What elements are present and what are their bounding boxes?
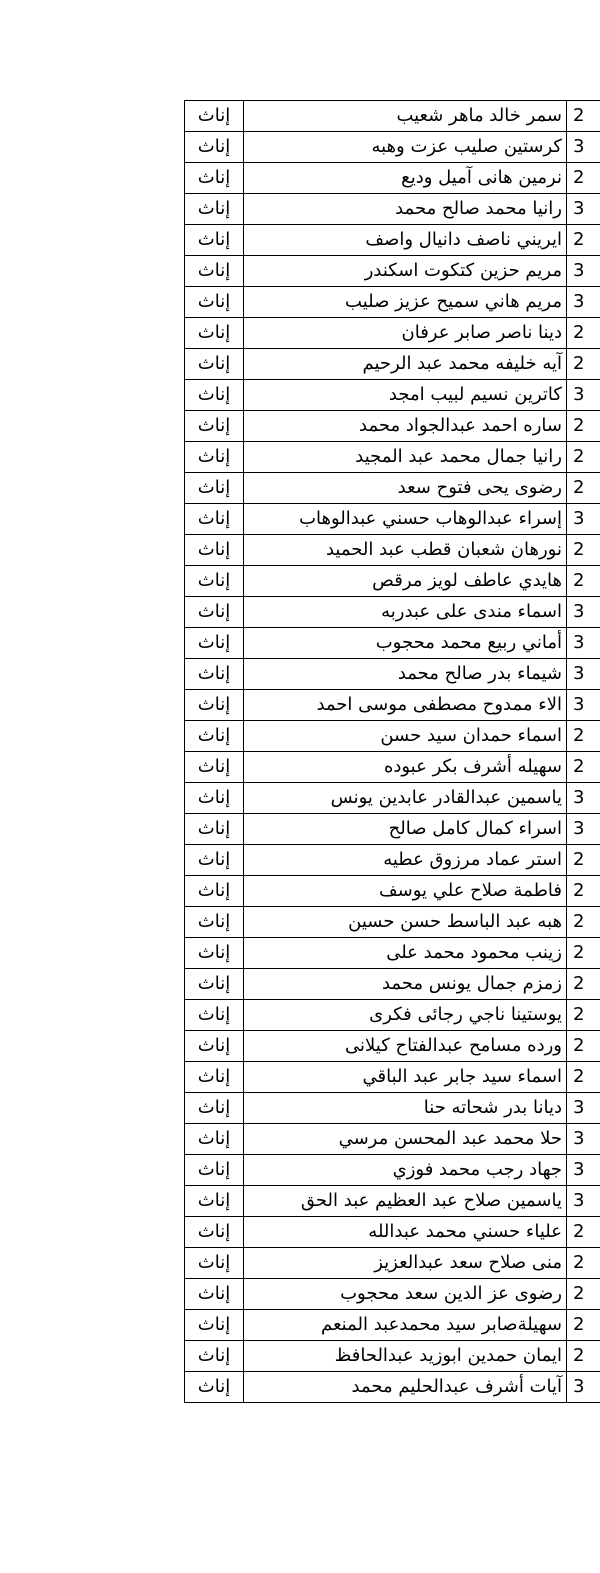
gender-cell: إناث <box>185 1155 244 1186</box>
name-cell: سهيله أشرف بكر عبوده <box>244 752 567 783</box>
name-cell: زمزم جمال يونس محمد <box>244 969 567 1000</box>
table-row <box>185 690 600 721</box>
name-cell: رانيا جمال محمد عبد المجيد <box>244 442 567 473</box>
table-row <box>185 969 600 1000</box>
number-cell: 3 <box>567 132 600 163</box>
number-cell: 3 <box>567 597 600 628</box>
name-cell: أماني ربيع محمد محجوب <box>244 628 567 659</box>
name-cell: آيه خليفه محمد عبد الرحيم <box>244 349 567 380</box>
number-cell: 3 <box>567 1372 600 1403</box>
name-cell: اسراء كمال كامل صالح <box>244 814 567 845</box>
number-cell: 3 <box>567 814 600 845</box>
students-table-body <box>185 101 600 1403</box>
table-row <box>185 566 600 597</box>
name-cell: مريم هاني سميح عزيز صليب <box>244 287 567 318</box>
table-row <box>185 1341 600 1372</box>
gender-cell: إناث <box>185 1310 244 1341</box>
name-cell: علياء حسني محمد عبدالله <box>244 1217 567 1248</box>
number-cell: 2 <box>567 1000 600 1031</box>
name-cell: ياسمين عبدالقادر عابدين يونس <box>244 783 567 814</box>
gender-cell: إناث <box>185 349 244 380</box>
gender-cell: إناث <box>185 1031 244 1062</box>
gender-cell: إناث <box>185 690 244 721</box>
name-cell: آيات أشرف عبدالحليم محمد <box>244 1372 567 1403</box>
name-cell: ورده مسامح عبدالفتاح كيلانى <box>244 1031 567 1062</box>
gender-cell: إناث <box>185 1341 244 1372</box>
number-cell: 3 <box>567 194 600 225</box>
gender-cell: إناث <box>185 783 244 814</box>
name-cell: ايمان حمدين ابوزيد عبدالحافظ <box>244 1341 567 1372</box>
name-cell: اسماء مندى على عبدربه <box>244 597 567 628</box>
number-cell: 2 <box>567 473 600 504</box>
name-cell: اسماء حمدان سيد حسن <box>244 721 567 752</box>
number-cell: 2 <box>567 1062 600 1093</box>
name-cell: شيماء بدر صالح محمد <box>244 659 567 690</box>
table-row <box>185 349 600 380</box>
gender-cell: إناث <box>185 442 244 473</box>
gender-cell: إناث <box>185 318 244 349</box>
gender-cell: إناث <box>185 907 244 938</box>
table-row <box>185 411 600 442</box>
gender-cell: إناث <box>185 287 244 318</box>
table-row <box>185 1155 600 1186</box>
gender-cell: إناث <box>185 132 244 163</box>
table-row <box>185 1248 600 1279</box>
number-cell: 2 <box>567 907 600 938</box>
gender-cell: إناث <box>185 256 244 287</box>
gender-cell: إناث <box>185 535 244 566</box>
gender-cell: إناث <box>185 969 244 1000</box>
gender-cell: إناث <box>185 628 244 659</box>
name-cell: رضوى عز الدين سعد محجوب <box>244 1279 567 1310</box>
table-row <box>185 1186 600 1217</box>
table-row <box>185 535 600 566</box>
number-cell: 3 <box>567 1124 600 1155</box>
table-row <box>185 876 600 907</box>
table-row <box>185 504 600 535</box>
table-row <box>185 1062 600 1093</box>
table-row <box>185 1279 600 1310</box>
number-cell: 3 <box>567 1093 600 1124</box>
name-cell: ايريني ناصف دانيال واصف <box>244 225 567 256</box>
number-cell: 2 <box>567 1248 600 1279</box>
gender-cell: إناث <box>185 1000 244 1031</box>
name-cell: كاترين نسيم لبيب امجد <box>244 380 567 411</box>
number-cell: 3 <box>567 287 600 318</box>
gender-cell: إناث <box>185 225 244 256</box>
number-cell: 3 <box>567 1186 600 1217</box>
number-cell: 3 <box>567 1155 600 1186</box>
table-row <box>185 132 600 163</box>
gender-cell: إناث <box>185 1248 244 1279</box>
number-cell: 2 <box>567 411 600 442</box>
table-row <box>185 225 600 256</box>
number-cell: 3 <box>567 783 600 814</box>
gender-cell: إناث <box>185 1279 244 1310</box>
number-cell: 2 <box>567 876 600 907</box>
name-cell: الاء ممدوح مصطفى موسى احمد <box>244 690 567 721</box>
number-cell: 3 <box>567 659 600 690</box>
number-cell: 2 <box>567 163 600 194</box>
number-cell: 2 <box>567 442 600 473</box>
number-cell: 3 <box>567 380 600 411</box>
name-cell: رانيا محمد صالح محمد <box>244 194 567 225</box>
gender-cell: إناث <box>185 752 244 783</box>
number-cell: 2 <box>567 721 600 752</box>
table-row <box>185 380 600 411</box>
table-row <box>185 1093 600 1124</box>
table-row <box>185 1000 600 1031</box>
number-cell: 2 <box>567 225 600 256</box>
table-row <box>185 101 600 132</box>
table-row <box>185 1124 600 1155</box>
gender-cell: إناث <box>185 411 244 442</box>
number-cell: 2 <box>567 535 600 566</box>
number-cell: 2 <box>567 969 600 1000</box>
name-cell: دينا ناصر صابر عرفان <box>244 318 567 349</box>
name-cell: رضوى يحى فتوح سعد <box>244 473 567 504</box>
name-cell: سهيلةصابر سيد محمدعبد المنعم <box>244 1310 567 1341</box>
table-row <box>185 1310 600 1341</box>
number-cell: 2 <box>567 845 600 876</box>
number-cell: 2 <box>567 1341 600 1372</box>
table-row <box>185 845 600 876</box>
table-row <box>185 659 600 690</box>
name-cell: اسماء سيد جابر عبد الباقي <box>244 1062 567 1093</box>
table-row <box>185 628 600 659</box>
name-cell: إسراء عبدالوهاب حسني عبدالوهاب <box>244 504 567 535</box>
number-cell: 3 <box>567 256 600 287</box>
name-cell: ديانا بدر شحاته حنا <box>244 1093 567 1124</box>
name-cell: ساره احمد عبدالجواد محمد <box>244 411 567 442</box>
number-cell: 3 <box>567 690 600 721</box>
name-cell: مريم حزين كتكوت اسكندر <box>244 256 567 287</box>
number-cell: 2 <box>567 566 600 597</box>
name-cell: هايدي عاطف لويز مرقص <box>244 566 567 597</box>
gender-cell: إناث <box>185 473 244 504</box>
gender-cell: إناث <box>185 845 244 876</box>
students-table <box>184 100 600 1403</box>
table-row <box>185 194 600 225</box>
table-row <box>185 783 600 814</box>
table-row <box>185 442 600 473</box>
gender-cell: إناث <box>185 163 244 194</box>
table-row <box>185 1031 600 1062</box>
name-cell: هبه عبد الباسط حسن حسين <box>244 907 567 938</box>
gender-cell: إناث <box>185 721 244 752</box>
number-cell: 3 <box>567 504 600 535</box>
name-cell: حلا محمد عبد المحسن مرسي <box>244 1124 567 1155</box>
gender-cell: إناث <box>185 504 244 535</box>
table-row <box>185 1217 600 1248</box>
gender-cell: إناث <box>185 194 244 225</box>
name-cell: زينب محمود محمد على <box>244 938 567 969</box>
gender-cell: إناث <box>185 876 244 907</box>
gender-cell: إناث <box>185 1093 244 1124</box>
table-row <box>185 473 600 504</box>
name-cell: جهاد رجب محمد فوزي <box>244 1155 567 1186</box>
name-cell: نورهان شعبان قطب عبد الحميد <box>244 535 567 566</box>
gender-cell: إناث <box>185 814 244 845</box>
table-row <box>185 597 600 628</box>
table-row <box>185 752 600 783</box>
name-cell: فاطمة صلاح علي يوسف <box>244 876 567 907</box>
gender-cell: إناث <box>185 659 244 690</box>
name-cell: كرستين صليب عزت وهبه <box>244 132 567 163</box>
gender-cell: إناث <box>185 1372 244 1403</box>
number-cell: 2 <box>567 349 600 380</box>
name-cell: استر عماد مرزوق عطيه <box>244 845 567 876</box>
gender-cell: إناث <box>185 938 244 969</box>
gender-cell: إناث <box>185 1186 244 1217</box>
table-row <box>185 814 600 845</box>
table-row <box>185 318 600 349</box>
name-cell: نرمين هانى آميل وديع <box>244 163 567 194</box>
gender-cell: إناث <box>185 1124 244 1155</box>
number-cell: 2 <box>567 1031 600 1062</box>
number-cell: 3 <box>567 628 600 659</box>
number-cell: 2 <box>567 101 600 132</box>
gender-cell: إناث <box>185 1062 244 1093</box>
table-row <box>185 907 600 938</box>
number-cell: 2 <box>567 318 600 349</box>
number-cell: 2 <box>567 752 600 783</box>
gender-cell: إناث <box>185 1217 244 1248</box>
number-cell: 2 <box>567 1279 600 1310</box>
table-row <box>185 721 600 752</box>
number-cell: 2 <box>567 938 600 969</box>
number-cell: 2 <box>567 1217 600 1248</box>
gender-cell: إناث <box>185 101 244 132</box>
table-row <box>185 1372 600 1403</box>
table-row <box>185 287 600 318</box>
name-cell: يوستينا ناجي رجائى فكرى <box>244 1000 567 1031</box>
name-cell: سمر خالد ماهر شعيب <box>244 101 567 132</box>
table-row <box>185 256 600 287</box>
table-row <box>185 938 600 969</box>
gender-cell: إناث <box>185 597 244 628</box>
gender-cell: إناث <box>185 566 244 597</box>
name-cell: ياسمين صلاح عبد العظيم عبد الحق <box>244 1186 567 1217</box>
table-row <box>185 163 600 194</box>
gender-cell: إناث <box>185 380 244 411</box>
name-cell: منى صلاح سعد عبدالعزيز <box>244 1248 567 1279</box>
number-cell: 2 <box>567 1310 600 1341</box>
